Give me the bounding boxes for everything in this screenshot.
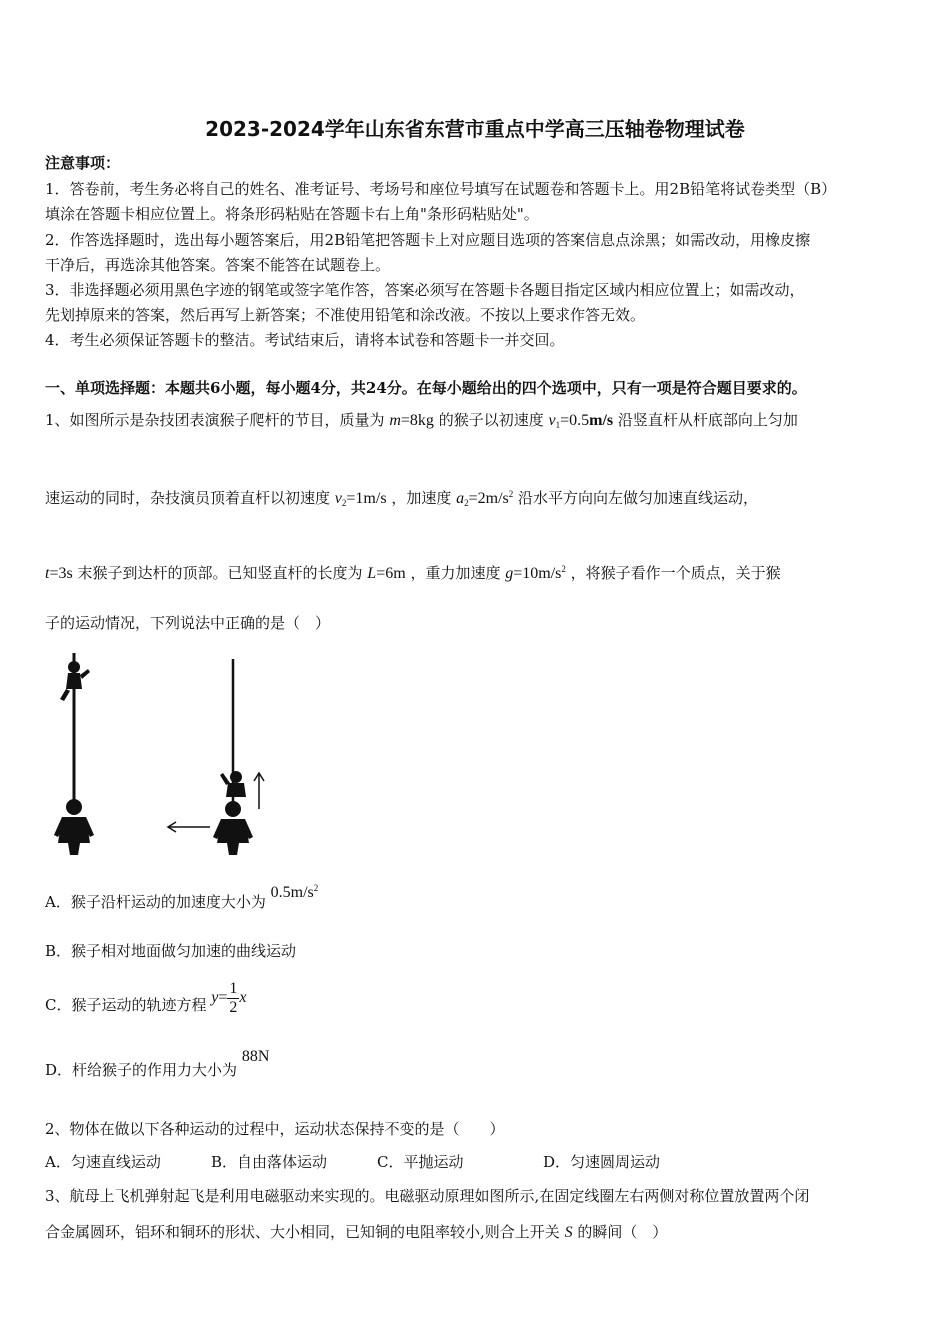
q2-stem: 2、物体在做以下各种运动的过程中，运动状态保持不变的是（ ） — [45, 1120, 505, 1138]
notice-line-4: 4．考生必须保证答题卡的整洁。考试结束后，请将本试卷和答题卡一并交回。 — [45, 331, 565, 349]
q1-text-2: 的猴子以初速度 — [438, 411, 544, 429]
formula-v2: $v_2=1m/s$ — [334, 490, 387, 508]
q1-option-b: B．猴子相对地面做匀加速的曲线运动 — [45, 942, 297, 960]
notice-line-1b: 填涂在答题卡相应位置上。将条形码粘贴在答题卡右上角"条形码粘贴处"。 — [45, 205, 539, 223]
q1-text-4: 速运动的同时，杂技演员顶着直杆以初速度 — [45, 489, 331, 507]
q1-text-3: 沿竖直杆从杆底部向上匀加 — [617, 411, 798, 429]
formula-switch-s: S — [564, 1224, 573, 1241]
option-a-text: A．猴子沿杆运动的加速度大小为 — [45, 893, 266, 911]
q1-text-6: 沿水平方向向左做匀加速直线运动， — [518, 489, 759, 507]
option-a-formula: $0.5m/s^2$ — [270, 883, 319, 901]
q2-option-c: C．平抛运动 — [377, 1153, 464, 1171]
right-monkey-icon — [220, 771, 246, 797]
page-title: 2023-2024学年山东省东营市重点中学高三压轴卷物理试卷 — [205, 117, 745, 141]
notice-line-2b: 干净后，再选涂其他答案。答案不能答在试题卷上。 — [45, 256, 391, 274]
q1-line-1 — [45, 403, 798, 442]
q1-text-10: 子的运动情况，下列说法中正确的是（ ） — [45, 614, 331, 632]
q1-text-7: 末猴子到达杆的顶部。已知竖直杆的长度为 — [77, 564, 363, 582]
q1-option-d — [45, 1048, 270, 1086]
q1-line-2 — [45, 477, 758, 520]
q3-text-3: 的瞬间（ ） — [577, 1223, 668, 1241]
q3-text-2: 合金属圆环，铝环和铜环的形状、大小相同，已知铜的电阻率较小,则合上开关 — [45, 1223, 560, 1241]
q1-option-c — [45, 979, 247, 1028]
left-arrow-icon — [168, 822, 210, 832]
q1-option-a — [45, 883, 318, 918]
monkey-pole-figure — [40, 645, 280, 855]
q3-line-2 — [45, 1221, 667, 1242]
formula-g: $g=10m/s^2$ — [505, 564, 566, 582]
option-c-formula: y= $\frac{1}{2}$ x — [211, 979, 247, 1016]
option-d-text: D．杆给猴子的作用力大小为 — [45, 1061, 238, 1079]
formula-L: L=6m — [367, 565, 406, 582]
formula-a2: $a_2=2m/s^2$ — [456, 489, 514, 508]
notice-line-3a: 3．非选择题必须用黑色字迹的钢笔或签字笔作答，答案必须写在答题卡各题目指定区域内相应位置上；如需改动， — [45, 281, 805, 299]
formula-t: t=3s — [45, 565, 73, 582]
q1-text-5: ，加速度 — [391, 489, 452, 507]
q2-option-a: A．匀速直线运动 — [45, 1153, 161, 1171]
q3-line-1: 3、航母上飞机弹射起飞是利用电磁驱动来实现的。电磁驱动原理如图所示,在固定线圈左右两侧对称位置放置两个闭 — [45, 1187, 810, 1205]
notice-line-1a: 1．答卷前，考生务必将自己的姓名、准考证号、考场号和座位号填写在试题卷和答题卡上。用2B铅笔将试卷类型（B） — [45, 180, 837, 198]
q2-option-d: D．匀速圆周运动 — [543, 1153, 661, 1171]
q1-line-3 — [45, 552, 781, 591]
formula-v1: $v_1=0.5m/s$ — [548, 412, 614, 430]
formula-mass: m=8kg — [389, 412, 434, 429]
q1-text-9: ，将猴子看作一个质点，关于猴 — [570, 564, 781, 582]
notice-heading: 注意事项： — [45, 154, 121, 172]
q2-option-b: B．自由落体运动 — [211, 1153, 328, 1171]
notice-line-2a: 2．作答选择题时，选出每小题答案后，用2B铅笔把答题卡上对应题目选项的答案信息点涂黑；如需改动，用橡皮擦 — [45, 231, 811, 249]
notice-line-3b: 先划掉原来的答案，然后再写上新答案；不准使用铅笔和涂改液。不按以上要求作答无效。 — [45, 306, 646, 324]
q1-text-8: ，重力加速度 — [410, 564, 501, 582]
up-arrow-icon — [254, 773, 264, 809]
option-d-formula: 88N — [241, 1048, 270, 1065]
q1-text-1: 1、如图所示是杂技团表演猴子爬杆的节目，质量为 — [45, 411, 385, 429]
section-heading: 一、单项选择题：本题共6小题，每小题4分，共24分。在每小题给出的四个选项中，只有一项是符合题目要求的。 — [45, 379, 807, 397]
right-acrobat-icon — [213, 801, 253, 855]
left-acrobat-icon — [54, 799, 94, 855]
option-c-text: C．猴子运动的轨迹方程 — [45, 996, 207, 1014]
